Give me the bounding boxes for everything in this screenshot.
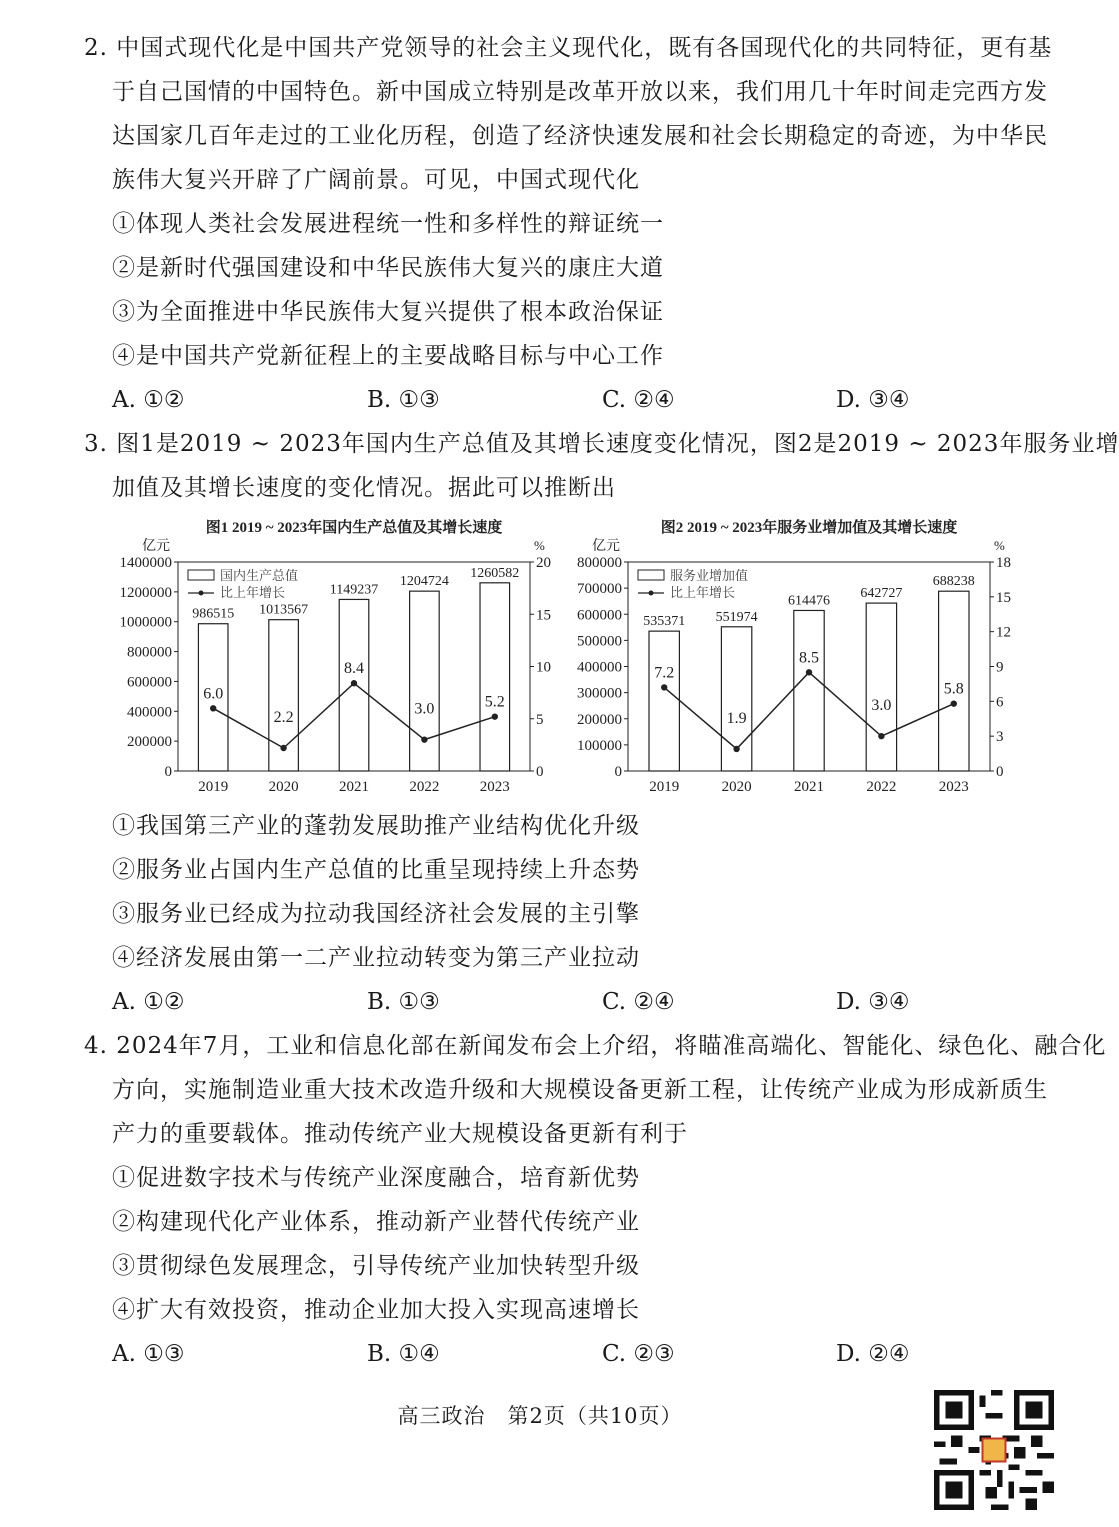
bar-value-label: 642727 — [860, 586, 903, 602]
q2-stem-line: 族伟大复兴开辟了广阔前景。可见，中国式现代化 — [112, 167, 640, 193]
right-tick-label: 12 — [996, 624, 1011, 641]
right-tick-label: 6 — [996, 694, 1004, 711]
q3-item: ②服务业占国内生产总值的比重呈现持续上升态势 — [112, 857, 640, 883]
q2-options — [84, 378, 1024, 422]
q4-item: ④扩大有效投资，推动企业加大投入实现高速增长 — [112, 1297, 640, 1323]
q3-item: ①我国第三产业的蓬勃发展助推产业结构优化升级 — [112, 813, 640, 839]
x-tick-label: 2019 — [649, 779, 680, 795]
left-tick-label: 600000 — [577, 607, 622, 624]
growth-value-label: 6.0 — [203, 685, 224, 703]
q4-item: ②构建现代化产业体系，推动新产业替代传统产业 — [112, 1209, 640, 1235]
bar-value-label: 986515 — [192, 606, 235, 622]
q4-stem-line: 4. 2024年7月，工业和信息化部在新闻发布会上介绍，将瞄准高端化、智能化、绿色化、融合化 — [84, 1033, 1107, 1059]
bar-value-label: 1260582 — [470, 565, 520, 581]
q3-stem-line: 3. 图1是2019 ~ 2023年国内生产总值及其增长速度变化情况，图2是2019 ~ 2023年服务业增 — [84, 431, 1119, 457]
legend-line-label: 比上年增长 — [670, 585, 736, 600]
bar-value-label: 614476 — [788, 593, 830, 609]
legend-bar-label: 服务业增加值 — [670, 568, 749, 583]
left-tick-label: 200000 — [577, 711, 622, 728]
legend-bar-swatch — [638, 570, 664, 580]
question-3 — [84, 422, 1119, 510]
left-tick-label: 0 — [614, 764, 622, 780]
q4-stem-line: 方向，实施制造业重大技术改造升级和大规模设备更新工程，让传统产业成为形成新质生 — [112, 1077, 1048, 1103]
x-tick-label: 2020 — [268, 779, 299, 795]
growth-point — [492, 713, 498, 719]
right-axis-unit: % — [994, 538, 1005, 553]
bar — [649, 631, 679, 771]
q2-item: ③为全面推进中华民族伟大复兴提供了根本政治保证 — [112, 299, 664, 325]
right-tick-label: 15 — [996, 589, 1011, 606]
chart-title: 图2 2019 ~ 2023年服务业增加值及其增长速度 — [660, 520, 958, 536]
q4-option-c[interactable]: C. ②③ — [602, 1341, 675, 1367]
left-tick-label: 400000 — [577, 659, 622, 676]
right-tick-label: 0 — [536, 764, 544, 780]
left-tick-label: 400000 — [127, 704, 172, 721]
left-tick-label: 600000 — [127, 674, 172, 691]
charts-area — [119, 512, 1011, 802]
right-axis-unit: % — [534, 538, 545, 553]
q4-stem-line: 产力的重要载体。推动传统产业大规模设备更新有利于 — [112, 1121, 688, 1147]
q4-item: ③贯彻绿色发展理念，引导传统产业加快转型升级 — [112, 1253, 640, 1279]
bar-value-label: 688238 — [932, 574, 975, 590]
legend-bar-swatch — [188, 570, 214, 580]
left-tick-label: 800000 — [127, 644, 172, 661]
chart-title: 图1 2019 ~ 2023年国内生产总值及其增长速度 — [205, 520, 503, 536]
right-tick-label: 3 — [996, 729, 1004, 746]
growth-value-label: 1.9 — [726, 709, 747, 727]
left-tick-label: 1400000 — [119, 555, 172, 571]
legend-line-marker — [649, 591, 654, 596]
page-footer: 高三政治 第2页（共10页） — [397, 1404, 683, 1428]
right-tick-label: 10 — [536, 659, 551, 676]
right-tick-label: 15 — [536, 607, 551, 624]
q3-item: ④经济发展由第一二产业拉动转变为第三产业拉动 — [112, 945, 640, 971]
x-tick-label: 2021 — [339, 779, 369, 795]
growth-point — [878, 733, 884, 739]
q2-option-a[interactable]: A. ①② — [112, 387, 185, 413]
growth-value-label: 2.2 — [273, 709, 294, 727]
legend-line-marker — [199, 591, 204, 596]
question-4 — [84, 1024, 1107, 1376]
left-tick-label: 100000 — [577, 737, 622, 754]
growth-point — [280, 745, 286, 751]
q2-item: ②是新时代强国建设和中华民族伟大复兴的康庄大道 — [112, 255, 664, 281]
bar-value-label: 1013567 — [259, 602, 309, 618]
chart-service — [570, 512, 1010, 802]
q4-option-a[interactable]: A. ①③ — [112, 1341, 185, 1367]
q2-stem-line: 于自己国情的中国特色。新中国成立特别是改革开放以来，我们用几十年时间走完西方发 — [112, 79, 1048, 105]
left-tick-label: 0 — [164, 764, 172, 780]
right-tick-label: 5 — [536, 711, 544, 728]
q2-item: ①体现人类社会发展进程统一性和多样性的辩证统一 — [112, 211, 664, 237]
growth-point — [210, 705, 216, 711]
growth-value-label: 8.5 — [799, 649, 819, 667]
growth-point — [661, 684, 667, 690]
q2-stem-line: 2. 中国式现代化是中国共产党领导的社会主义现代化，既有各国现代化的共同特征，更有基 — [84, 35, 1053, 61]
x-tick-label: 2021 — [794, 779, 824, 795]
left-axis-unit: 亿元 — [592, 539, 620, 554]
growth-value-label: 3.0 — [871, 697, 892, 715]
legend-line-label: 比上年增长 — [220, 585, 286, 600]
growth-point — [951, 700, 957, 706]
bar-value-label: 1204724 — [399, 574, 449, 590]
q4-option-d[interactable]: D. ②④ — [836, 1341, 910, 1367]
qr-code-icon — [934, 1390, 1054, 1510]
x-tick-label: 2022 — [866, 779, 897, 795]
bar — [794, 610, 824, 771]
bar — [410, 591, 440, 771]
right-tick-label: 0 — [996, 764, 1004, 780]
q2-option-c[interactable]: C. ②④ — [602, 387, 675, 413]
growth-value-label: 8.4 — [344, 660, 364, 678]
question-2 — [84, 26, 1053, 422]
x-tick-label: 2023 — [938, 779, 969, 795]
bar — [480, 583, 510, 771]
q3-stem-line: 加值及其增长速度的变化情况。据此可以推断出 — [112, 475, 616, 501]
q2-stem-line: 达国家几百年走过的工业化历程，创造了经济快速发展和社会长期稳定的奇迹，为中华民 — [112, 123, 1048, 149]
growth-point — [351, 680, 357, 686]
growth-point — [421, 736, 427, 742]
q3-options — [84, 980, 1024, 1024]
x-tick-label: 2022 — [409, 779, 440, 795]
left-tick-label: 1000000 — [119, 614, 172, 631]
bar — [866, 603, 896, 771]
q2-option-b[interactable]: B. ①③ — [367, 387, 440, 413]
x-tick-label: 2019 — [198, 779, 229, 795]
q3-option-d[interactable]: D. ③④ — [836, 989, 910, 1015]
growth-value-label: 5.8 — [943, 680, 964, 698]
q4-item: ①促进数字技术与传统产业深度融合，培育新优势 — [112, 1165, 640, 1191]
question-3-items — [84, 804, 1024, 1024]
growth-point — [806, 669, 812, 675]
chart-gdp — [119, 512, 570, 802]
left-tick-label: 300000 — [577, 685, 622, 702]
left-axis-unit: 亿元 — [142, 539, 170, 554]
left-tick-label: 200000 — [127, 734, 172, 751]
right-tick-label: 20 — [536, 555, 551, 571]
bar-value-label: 1149237 — [329, 582, 379, 598]
x-tick-label: 2020 — [721, 779, 752, 795]
left-tick-label: 700000 — [577, 581, 622, 598]
q3-item: ③服务业已经成为拉动我国经济社会发展的主引擎 — [112, 901, 640, 927]
bar-value-label: 535371 — [643, 614, 686, 630]
x-tick-label: 2023 — [479, 779, 510, 795]
q3-option-c[interactable]: C. ②④ — [602, 989, 675, 1015]
bar-value-label: 551974 — [715, 609, 758, 625]
growth-value-label: 5.2 — [484, 693, 505, 711]
q4-options — [84, 1332, 1024, 1376]
q2-item: ④是中国共产党新征程上的主要战略目标与中心工作 — [112, 343, 664, 369]
growth-value-label: 7.2 — [654, 664, 675, 682]
left-tick-label: 500000 — [577, 633, 622, 650]
legend-bar-label: 国内生产总值 — [220, 568, 299, 583]
right-tick-label: 18 — [996, 555, 1011, 571]
q4-option-b[interactable]: B. ①④ — [367, 1341, 440, 1367]
q3-option-a[interactable]: A. ①② — [112, 989, 185, 1015]
q3-option-b[interactable]: B. ①③ — [367, 989, 440, 1015]
left-tick-label: 800000 — [577, 555, 622, 571]
growth-point — [733, 746, 739, 752]
left-tick-label: 1200000 — [119, 584, 172, 601]
q2-option-d[interactable]: D. ③④ — [836, 387, 910, 413]
right-tick-label: 9 — [996, 659, 1004, 676]
growth-value-label: 3.0 — [414, 700, 435, 718]
